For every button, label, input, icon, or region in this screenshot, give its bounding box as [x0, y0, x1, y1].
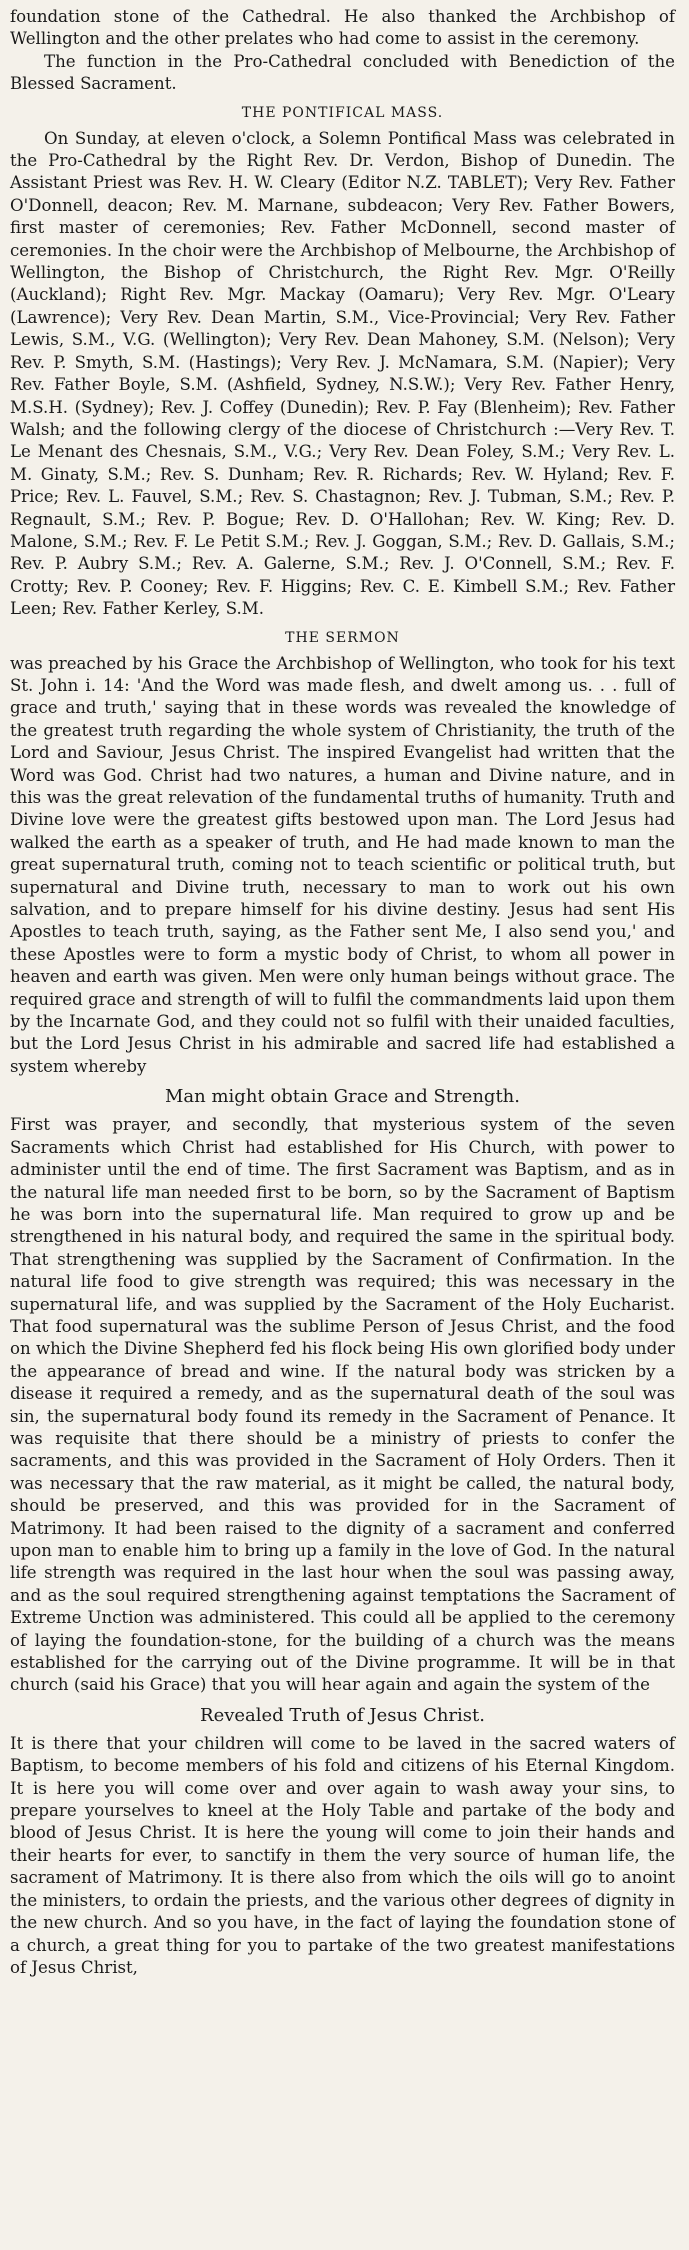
paragraph-sacraments: First was prayer, and secondly, that mysterious system of the seven Sacraments which Christ had established for His Church, with power to administer until the end of time. The first Sacrament was Baptism, and as in the natural life man needed first to be born, so by the Sacrament of Baptism he was born into the supernatural life. Man required to grow up and be strengthened in his natural body, and required the same in the spiritual body. That strengthening was supplied by the Sacrament of Confirmation. In the natural life food to give strength was required; this was necessary in the supernatural life, and was supplied by the Sacrament of the Holy Eucharist. That food supernatural was the sublime Person of Jesus Christ, and the food on which the Divine Shepherd fed his flock being His own glorified body under the appearance of bread and wine. If the natural body was stricken by a disease it required a remedy, and as the supernatural death of the soul was sin, the supernatural body found its remedy in the Sacrament of Penance. It was requisite that there should be a ministry of priests to confer the sacraments, and this was provided in the Sacrament of Holy Orders. Then it was necessary that the raw material, as it might be called, the natural body, should be preserved, and this was provided for in the Sacrament of Matrimony. It had been raised to the dignity of a sacrament and conferred upon man to enable him to bring up a family in the love of God. In the natural life strength was required in the last hour when the soul was passing away, and as the soul required strengthening against temptations the Sacrament of Extreme Unction was administered. This could all be applied to the ceremony of laying the foundation-stone, for the building of a church was the means established for the carrying out of the Divine programme. It will be in that church (said his Grace) that you will hear again and again the system of the: [10, 1115, 675, 1695]
heading-revealed-truth: Revealed Truth of Jesus Christ.: [200, 1704, 485, 1726]
heading-grace-strength: Man might obtain Grace and Strength.: [165, 1086, 520, 1108]
paragraph-sermon: was preached by his Grace the Archbishop of Wellington, who took for his text St. John i. 14: 'And the Word was made flesh, and dwelt among us. . . full of grace and truth,' saying that in these words was revealed the knowledge of the greatest truth regarding the whole system of Christianity, the truth of the Lord and Saviour, Jesus Christ. The inspired Evangelist had written that the Word was God. Christ had two natures, a human and Divine nature, and in this was the great relevation of the fundamental truths of humanity. Truth and Divine love were the greatest gifts bestowed upon man. The Lord Jesus had walked the earth as a speaker of truth, and He had made known to man the great supernatural truth, coming not to teach scientific or political truth, but supernatural and Divine truth, necessary to man to work out his own salvation, and to prepare himself for his divine destiny. Jesus had sent His Apostles to teach truth, saying, as the Father sent Me, I also send you,' and these Apostles were to form a mystic body of Christ, to whom all power in heaven and earth was given. Men were only human beings without grace. The required grace and strength of will to fulfil the commandments laid upon them by the Incarnate God, and they could not so fulfil with their unaided faculties, but the Lord Jesus Christ in his admirable and sacred life had established a system whereby: [10, 653, 675, 1076]
heading-pontifical-mass: THE PONTIFICAL MASS.: [241, 104, 444, 121]
paragraph-revealed-truth: It is there that your children will come to be laved in the sacred waters of Baptism, to become members of his fold and citizens of his Eternal Kingdom. It is here you will come over and over again to wash away your sins, to prepare yourselves to kneel at the Holy Table and partake of the body and blood of Jesus Christ. It is here the young will come to join their hands and their hearts for ever, to sanctify in them the very source of human life, the sacrament of Matrimony. It is there also from which the oils will go to anoint the ministers, to ordain the priests, and the various other degrees of dignity in the new church. And so you have, in the fact of laying the foundation stone of a church, a great thing for you to partake of the two greatest manifestations of Jesus Christ,: [10, 1733, 675, 1977]
paragraph-function: The function in the Pro-Cathedral concluded with Benediction of the Blessed Sacrament.: [10, 51, 675, 94]
heading-sermon: THE SERMON: [285, 629, 400, 646]
paragraph-pontifical-mass: On Sunday, at eleven o'clock, a Solemn Pontifical Mass was celebrated in the Pro-Cathedral by the Right Rev. Dr. Verdon, Bishop of Dunedin. The Assistant Priest was Rev. H. W. Cleary (Editor N.Z. TABLET); Very Rev. Father O'Donnell, deacon; Rev. M. Marnane, subdeacon; Very Rev. Father Bowers, first master of ceremonies; Rev. Father McDonnell, second master of ceremonies. In the choir were the Archbishop of Melbourne, the Archbishop of Wellington, the Bishop of Christchurch, the Right Rev. Mgr. O'Reilly (Auckland); Right Rev. Mgr. Mackay (Oamaru); Very Rev. Mgr. O'Leary (Lawrence); Very Rev. Dean Martin, S.M., Vice-Provincial; Very Rev. Father Lewis, S.M., V.G. (Wellington); Very Rev. Dean Mahoney, S.M. (Nelson); Very Rev. P. Smyth, S.M. (Hastings); Very Rev. J. McNamara, S.M. (Napier); Very Rev. Father Boyle, S.M. (Ashfield, Sydney, N.S.W.); Very Rev. Father Henry, M.S.H. (Sydney); Rev. J. Coffey (Dunedin); Rev. P. Fay (Blenheim); Rev. Father Walsh; and the following clergy of the diocese of Christchurch :—Very Rev. T. Le Menant des Chesnais, S.M., V.G.; Very Rev. Dean Foley, S.M.; Very Rev. L. M. Ginaty, S.M.; Rev. S. Dunham; Rev. R. Richards; Rev. W. Hyland; Rev. F. Price; Rev. L. Fauvel, S.M.; Rev. S. Chastagnon; Rev. J. Tubman, S.M.; Rev. P. Regnault, S.M.; Rev. P. Bogue; Rev. D. O'Hallohan; Rev. W. King; Rev. D. Malone, S.M.; Rev. F. Le Petit S.M.; Rev. J. Goggan, S.M.; Rev. D. Gallais, S.M.; Rev. P. Aubry S.M.; Rev. A. Galerne, S.M.; Rev. J. O'Connell, S.M.; Rev. F. Crotty; Rev. P. Cooney; Rev. F. Higgins; Rev. C. E. Kimbell S.M.; Rev. Father Leen; Rev. Father Kerley, S.M.: [10, 128, 675, 619]
paragraph-intro: foundation stone of the Cathedral. He also thanked the Archbishop of Wellington and the other prelates who had come to assist in the ceremony.: [10, 7, 675, 49]
